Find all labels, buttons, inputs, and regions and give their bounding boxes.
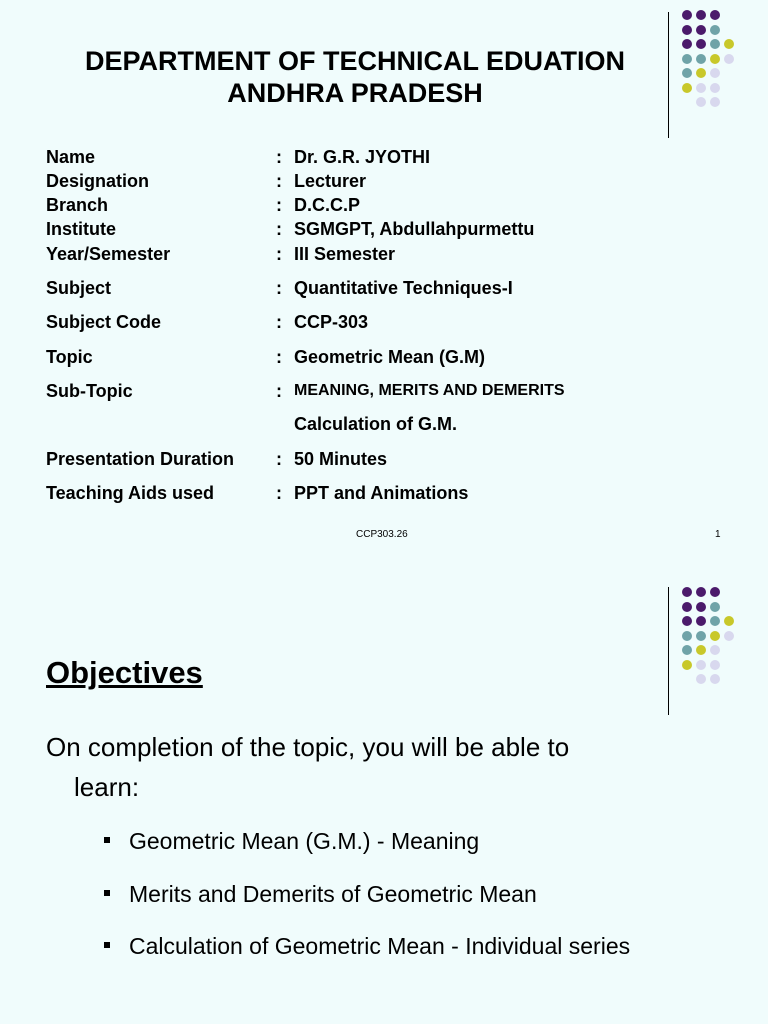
department-title (30, 45, 680, 109)
decorative-dot (696, 68, 706, 78)
decorative-dot (710, 616, 720, 626)
bullet-square-icon (104, 837, 110, 843)
info-label: Topic (46, 347, 93, 367)
info-colon: : (276, 381, 282, 401)
decorative-dot (696, 54, 706, 64)
info-label: Designation (46, 171, 150, 191)
info-colon: : (276, 483, 282, 503)
info-colon: : (276, 171, 282, 191)
decorative-dot (710, 68, 720, 78)
info-label: Subject (46, 278, 112, 298)
decorative-dot (682, 54, 692, 64)
info-value: 50 Minutes (294, 449, 388, 469)
info-value: Lecturer (294, 171, 367, 191)
decorative-dot (710, 54, 720, 64)
decorative-dot (710, 674, 720, 684)
decorative-dot (710, 645, 720, 655)
info-value: MEANING, MERITS AND DEMERITS (294, 382, 565, 399)
info-label: Institute (46, 219, 116, 239)
decorative-dot (682, 83, 692, 93)
decorative-dot (710, 83, 720, 93)
intro-line-1: On completion of the topic, you will be able to (46, 732, 570, 762)
decorative-dot-grid (682, 10, 762, 130)
decorative-dot (710, 631, 720, 641)
info-value: CCP-303 (294, 312, 369, 332)
page-number: 1 (715, 529, 721, 540)
decorative-dot (682, 631, 692, 641)
info-label: Teaching Aids used (46, 483, 215, 503)
decorative-dot (724, 39, 734, 49)
footer-code: CCP303.26 (356, 529, 408, 540)
intro-line-2: learn: (74, 772, 140, 802)
decorative-dot-grid (682, 587, 762, 707)
decorative-dot (724, 616, 734, 626)
decorative-dot (710, 39, 720, 49)
info-label: Branch (46, 195, 109, 215)
decorative-dot (724, 54, 734, 64)
decorative-dot (682, 25, 692, 35)
info-colon: : (276, 312, 282, 332)
slide-2 (0, 575, 768, 1024)
title-line-2: ANDHRA PRADESH (227, 78, 483, 108)
decorative-dot (682, 587, 692, 597)
decorative-dot (696, 10, 706, 20)
bullet-square-icon (104, 890, 110, 896)
title-line-1: DEPARTMENT OF TECHNICAL EDUATION (85, 46, 625, 76)
decorative-dot (696, 660, 706, 670)
decorative-dot (696, 97, 706, 107)
decorative-dot (710, 587, 720, 597)
decorative-dot (696, 616, 706, 626)
info-colon: : (276, 244, 282, 264)
decorative-dot (724, 631, 734, 641)
decorative-dot (696, 83, 706, 93)
info-colon: : (276, 195, 282, 215)
decorative-dot (682, 68, 692, 78)
decorative-dot (696, 587, 706, 597)
info-value: Calculation of G.M. (294, 414, 458, 434)
bullet-text: Merits and Demerits of Geometric Mean (129, 881, 537, 907)
decorative-dot (696, 25, 706, 35)
info-colon: : (276, 347, 282, 367)
info-colon: : (276, 449, 282, 469)
bullet-text: Geometric Mean (G.M.) - Meaning (129, 828, 480, 854)
objectives-intro (46, 727, 686, 807)
info-label: Year/Semester (46, 244, 171, 264)
decorative-dot (710, 602, 720, 612)
decorative-dot (682, 616, 692, 626)
decorative-dot (682, 39, 692, 49)
info-label: Presentation Duration (46, 449, 235, 469)
decorative-dot (682, 602, 692, 612)
decorative-dot (682, 10, 692, 20)
info-value: SGMGPT, Abdullahpurmettu (294, 219, 535, 239)
info-label: Sub-Topic (46, 381, 133, 401)
info-value: Quantitative Techniques-I (294, 278, 513, 298)
info-value: Geometric Mean (G.M) (294, 347, 486, 367)
info-colon: : (276, 219, 282, 239)
bullet-square-icon (104, 942, 110, 948)
decorative-dot (682, 645, 692, 655)
objectives-heading: Objectives (46, 655, 203, 690)
bullet-text: Calculation of Geometric Mean - Individual series (129, 933, 631, 959)
decorative-dot (696, 631, 706, 641)
info-label: Subject Code (46, 312, 162, 332)
decorative-dot (710, 660, 720, 670)
decorative-dot (710, 25, 720, 35)
decorative-dot (710, 97, 720, 107)
decorative-dot (682, 660, 692, 670)
info-colon: : (276, 147, 282, 167)
decorative-vertical-line (668, 587, 669, 715)
decorative-dot (710, 10, 720, 20)
info-value: III Semester (294, 244, 396, 264)
info-value: PPT and Animations (294, 483, 469, 503)
info-label: Name (46, 147, 96, 167)
decorative-dot (696, 645, 706, 655)
decorative-dot (696, 602, 706, 612)
decorative-dot (696, 39, 706, 49)
info-colon: : (276, 278, 282, 298)
info-value: Dr. G.R. JYOTHI (294, 147, 431, 167)
decorative-dot (696, 674, 706, 684)
info-value: D.C.C.P (294, 195, 361, 215)
